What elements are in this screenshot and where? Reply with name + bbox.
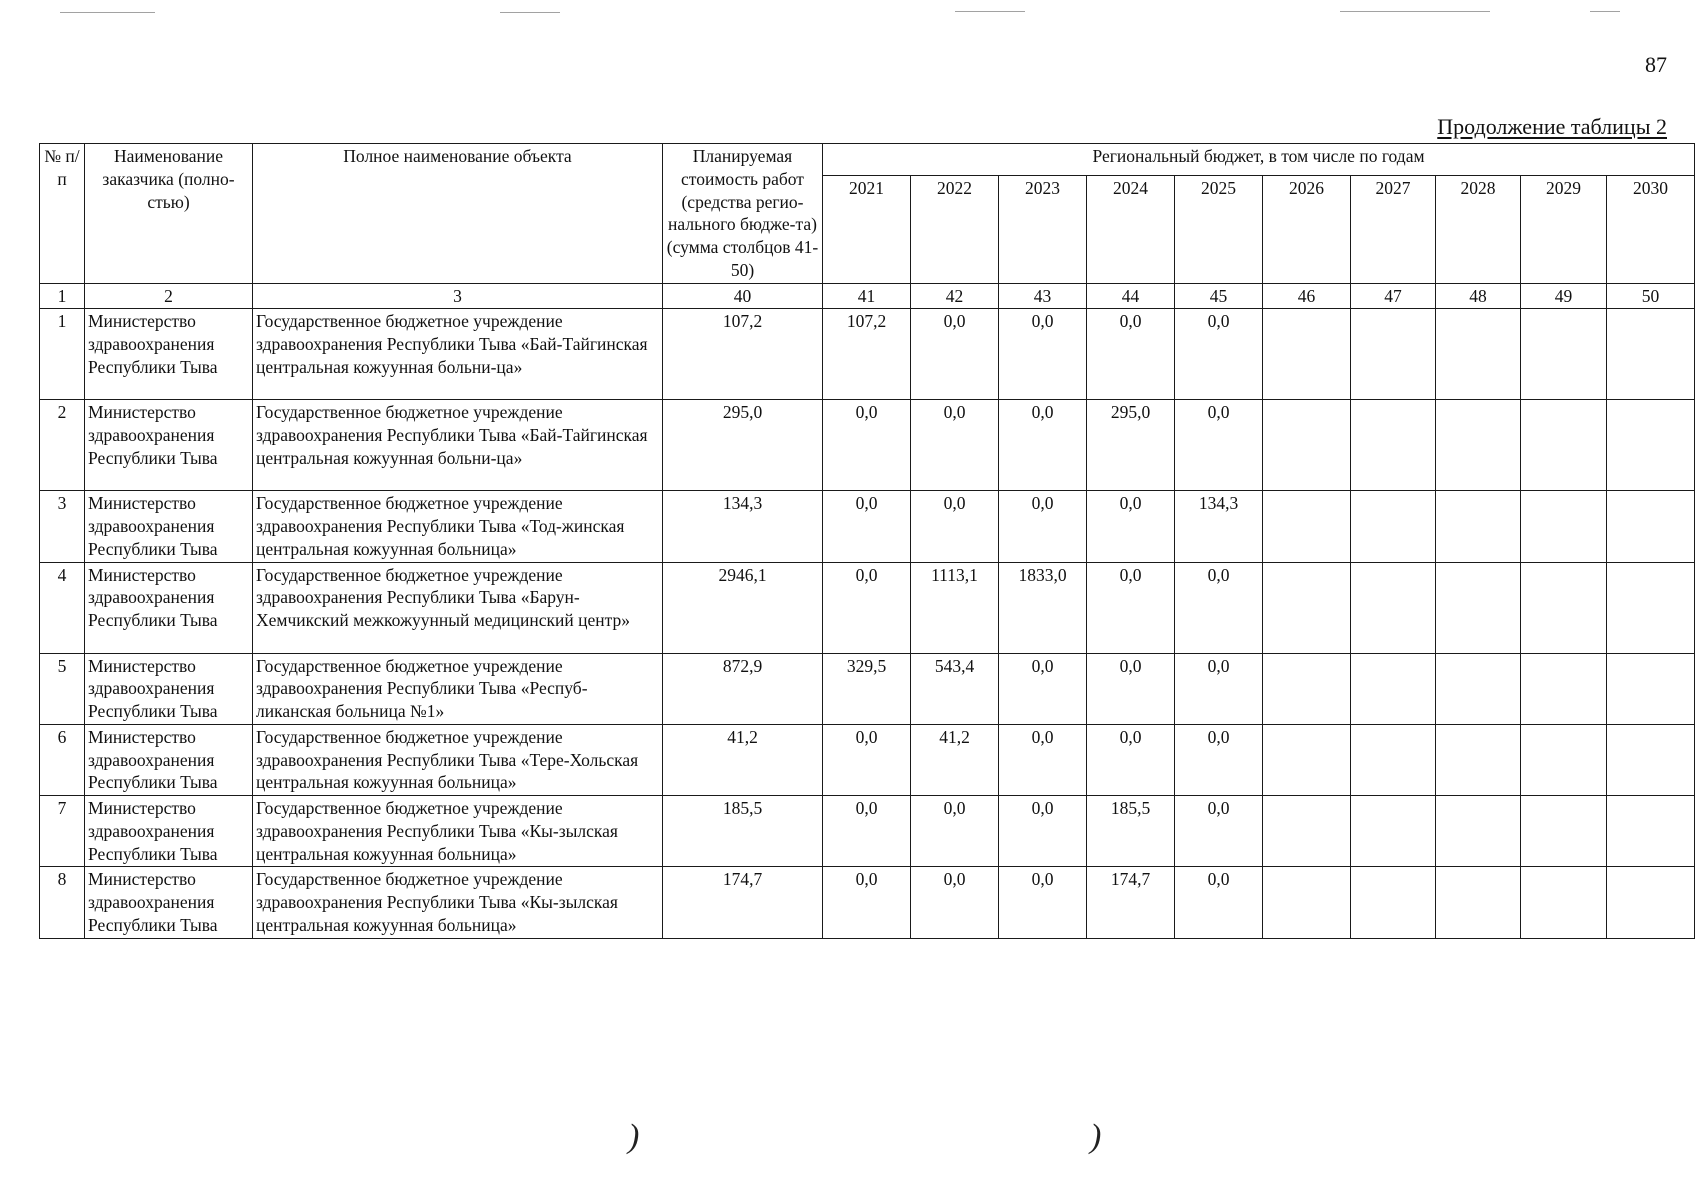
year-value-2022: 543,4 [911,653,999,724]
customer-name: Министерство здравоохранения Республики Тыва [85,491,253,562]
year-value-2027 [1351,653,1436,724]
column-number: 50 [1607,283,1695,309]
binding-mark-left: ) [628,1118,640,1155]
year-value-2026 [1263,562,1351,653]
year-value-2022: 0,0 [911,400,999,491]
scan-artifact [60,12,155,13]
column-number: 45 [1175,283,1263,309]
year-value-2023: 1833,0 [999,562,1087,653]
year-value-2028 [1436,796,1521,867]
column-number: 47 [1351,283,1436,309]
header-year: 2021 [823,175,911,283]
row-number: 2 [40,400,85,491]
year-value-2027 [1351,796,1436,867]
year-value-2024: 174,7 [1087,867,1175,938]
table-row [40,724,1695,795]
year-value-2021: 0,0 [823,400,911,491]
scan-artifact [500,12,560,13]
year-value-2030 [1607,400,1695,491]
year-value-2027 [1351,309,1436,400]
year-value-2029 [1521,724,1607,795]
page-number: 87 [1645,52,1667,77]
year-value-2025: 0,0 [1175,724,1263,795]
year-value-2024: 0,0 [1087,653,1175,724]
year-value-2028 [1436,562,1521,653]
year-value-2030 [1607,653,1695,724]
planned-cost: 107,2 [663,309,823,400]
year-value-2026 [1263,400,1351,491]
column-number: 42 [911,283,999,309]
year-value-2030 [1607,796,1695,867]
year-value-2028 [1436,309,1521,400]
year-value-2028 [1436,491,1521,562]
object-name: Государственное бюджетное учреждение здравоохранения Республики Тыва «Барун-Хемчикский межкожуунный медицинский центр» [253,562,663,653]
header-year: 2030 [1607,175,1695,283]
year-value-2029 [1521,309,1607,400]
table-row [40,400,1695,491]
year-value-2021: 107,2 [823,309,911,400]
column-number: 1 [40,283,85,309]
table-continuation-label: Продолжение таблицы 2 [1437,114,1667,139]
year-value-2026 [1263,724,1351,795]
header-num: № п/п [40,144,85,284]
year-value-2025: 0,0 [1175,653,1263,724]
object-name: Государственное бюджетное учреждение здравоохранения Республики Тыва «Тод-жинская центральная кожуунная больница» [253,491,663,562]
customer-name: Министерство здравоохранения Республики Тыва [85,309,253,400]
object-name: Государственное бюджетное учреждение здравоохранения Республики Тыва «Бай-Тайгинская центральная кожуунная больни-ца» [253,309,663,400]
column-number: 44 [1087,283,1175,309]
object-name: Государственное бюджетное учреждение здравоохранения Республики Тыва «Кы-зылская центральная кожуунная больница» [253,796,663,867]
year-value-2021: 329,5 [823,653,911,724]
year-value-2022: 0,0 [911,796,999,867]
year-value-2021: 0,0 [823,796,911,867]
year-value-2030 [1607,491,1695,562]
scan-artifact [955,11,1025,12]
table-row [40,491,1695,562]
customer-name: Министерство здравоохранения Республики Тыва [85,562,253,653]
customer-name: Министерство здравоохранения Республики Тыва [85,796,253,867]
header-year: 2023 [999,175,1087,283]
row-number: 7 [40,796,85,867]
year-value-2023: 0,0 [999,309,1087,400]
table-row [40,562,1695,653]
object-name: Государственное бюджетное учреждение здравоохранения Республики Тыва «Тере-Хольская центральная кожуунная больница» [253,724,663,795]
year-value-2027 [1351,867,1436,938]
table-row [40,653,1695,724]
header-customer: Наименование заказчика (полно-стью) [85,144,253,284]
year-value-2023: 0,0 [999,867,1087,938]
row-number: 5 [40,653,85,724]
year-value-2024: 0,0 [1087,309,1175,400]
year-value-2021: 0,0 [823,562,911,653]
planned-cost: 872,9 [663,653,823,724]
year-value-2028 [1436,724,1521,795]
year-value-2023: 0,0 [999,796,1087,867]
year-value-2026 [1263,867,1351,938]
year-value-2022: 0,0 [911,309,999,400]
year-value-2027 [1351,562,1436,653]
year-value-2030 [1607,867,1695,938]
table-row [40,309,1695,400]
header-year: 2025 [1175,175,1263,283]
customer-name: Министерство здравоохранения Республики Тыва [85,653,253,724]
customer-name: Министерство здравоохранения Республики Тыва [85,400,253,491]
row-number: 1 [40,309,85,400]
customer-name: Министерство здравоохранения Республики Тыва [85,724,253,795]
year-value-2022: 0,0 [911,491,999,562]
year-value-2029 [1521,400,1607,491]
header-year: 2024 [1087,175,1175,283]
year-value-2025: 0,0 [1175,796,1263,867]
planned-cost: 41,2 [663,724,823,795]
year-value-2030 [1607,724,1695,795]
table-row [40,796,1695,867]
header-year: 2026 [1263,175,1351,283]
header-object: Полное наименование объекта [253,144,663,284]
object-name: Государственное бюджетное учреждение здравоохранения Республики Тыва «Кы-зылская центральная кожуунная больница» [253,867,663,938]
year-value-2025: 0,0 [1175,309,1263,400]
budget-table [39,143,1695,939]
year-value-2030 [1607,562,1695,653]
year-value-2021: 0,0 [823,724,911,795]
column-number: 43 [999,283,1087,309]
header-year: 2027 [1351,175,1436,283]
year-value-2023: 0,0 [999,653,1087,724]
year-value-2024: 0,0 [1087,562,1175,653]
column-number: 3 [253,283,663,309]
year-value-2027 [1351,491,1436,562]
customer-name: Министерство здравоохранения Республики Тыва [85,867,253,938]
year-value-2023: 0,0 [999,724,1087,795]
year-value-2029 [1521,491,1607,562]
year-value-2029 [1521,867,1607,938]
year-value-2026 [1263,653,1351,724]
year-value-2024: 295,0 [1087,400,1175,491]
year-value-2029 [1521,653,1607,724]
column-number: 41 [823,283,911,309]
binding-mark-right: ) [1090,1118,1102,1155]
year-value-2021: 0,0 [823,491,911,562]
row-number: 4 [40,562,85,653]
header-regional-budget: Региональный бюджет, в том числе по годам [823,144,1695,176]
year-value-2028 [1436,400,1521,491]
planned-cost: 2946,1 [663,562,823,653]
year-value-2021: 0,0 [823,867,911,938]
year-value-2024: 0,0 [1087,491,1175,562]
year-value-2026 [1263,796,1351,867]
header-year: 2022 [911,175,999,283]
year-value-2028 [1436,653,1521,724]
table-body [40,309,1695,938]
year-value-2022: 1113,1 [911,562,999,653]
year-value-2025: 0,0 [1175,867,1263,938]
year-value-2025: 0,0 [1175,400,1263,491]
scan-artifact [1340,11,1490,12]
header-year: 2028 [1436,175,1521,283]
planned-cost: 185,5 [663,796,823,867]
year-value-2029 [1521,796,1607,867]
column-number: 40 [663,283,823,309]
year-value-2027 [1351,400,1436,491]
header-row-top [40,144,1695,176]
header-year: 2029 [1521,175,1607,283]
year-value-2023: 0,0 [999,491,1087,562]
object-name: Государственное бюджетное учреждение здравоохранения Республики Тыва «Респуб-ликанская больница №1» [253,653,663,724]
year-value-2024: 0,0 [1087,724,1175,795]
column-number: 2 [85,283,253,309]
year-value-2026 [1263,491,1351,562]
table-row [40,867,1695,938]
column-number-row [40,283,1695,309]
planned-cost: 134,3 [663,491,823,562]
planned-cost: 174,7 [663,867,823,938]
column-number: 46 [1263,283,1351,309]
column-number: 48 [1436,283,1521,309]
year-value-2022: 0,0 [911,867,999,938]
year-value-2025: 134,3 [1175,491,1263,562]
object-name: Государственное бюджетное учреждение здравоохранения Республики Тыва «Бай-Тайгинская центральная кожуунная больни-ца» [253,400,663,491]
year-value-2022: 41,2 [911,724,999,795]
year-value-2027 [1351,724,1436,795]
year-value-2029 [1521,562,1607,653]
planned-cost: 295,0 [663,400,823,491]
header-planned-cost: Планируемая стоимость работ (средства регио-нального бюдже-та) (сумма столбцов 41-50) [663,144,823,284]
scan-artifact [1590,11,1620,12]
row-number: 8 [40,867,85,938]
year-value-2028 [1436,867,1521,938]
row-number: 6 [40,724,85,795]
column-number: 49 [1521,283,1607,309]
row-number: 3 [40,491,85,562]
year-value-2025: 0,0 [1175,562,1263,653]
year-value-2030 [1607,309,1695,400]
year-value-2024: 185,5 [1087,796,1175,867]
year-value-2023: 0,0 [999,400,1087,491]
year-value-2026 [1263,309,1351,400]
